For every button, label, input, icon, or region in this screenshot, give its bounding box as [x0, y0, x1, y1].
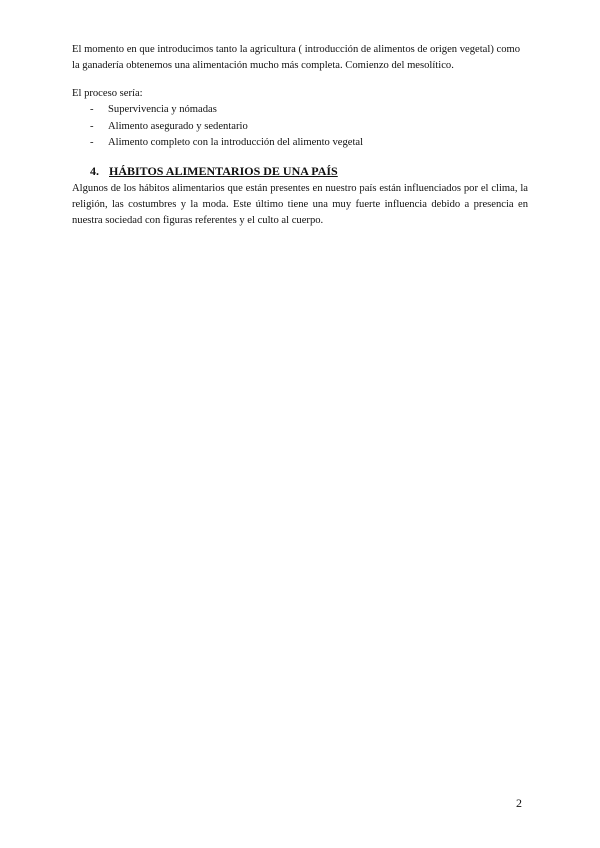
- process-intro-text: El proceso sería:: [72, 88, 143, 99]
- list-bullet: -: [90, 137, 94, 148]
- list-bullet: -: [90, 120, 94, 132]
- list-item-text: Alimento asegurado y sedentario: [108, 120, 248, 132]
- list-item: [72, 102, 527, 119]
- section-number: 4.: [90, 164, 99, 178]
- section-paragraph: Algunos de los hábitos alimentarios que están presentes en nuestro país están influenciados por el clima, la religión, las costumbres y la moda. Este último tiene una muy fuerte influencia debido a presencia en nuestra sociedad con figuras referentes y el culto al cuerpo.: [72, 183, 528, 226]
- process-list: [72, 102, 527, 152]
- list-item-text: Alimento completo con la introducción del alimento vegetal: [108, 137, 364, 148]
- intro-paragraph: El momento en que introducimos tanto la agricultura ( introducción de alimentos de origen vegetal) como la ganadería obtenemos una alimentación mucho más completa. Comienzo del mesolítico.: [72, 44, 521, 71]
- section-heading: [90, 163, 338, 179]
- list-item-text: Supervivencia y nómadas: [108, 104, 217, 115]
- list-item: [72, 119, 527, 136]
- list-bullet: -: [90, 104, 94, 115]
- section-title: HÁBITOS ALIMENTARIOS DE UNA PAÍS: [109, 164, 338, 178]
- page-number: 2: [516, 796, 522, 810]
- list-item: [72, 135, 527, 152]
